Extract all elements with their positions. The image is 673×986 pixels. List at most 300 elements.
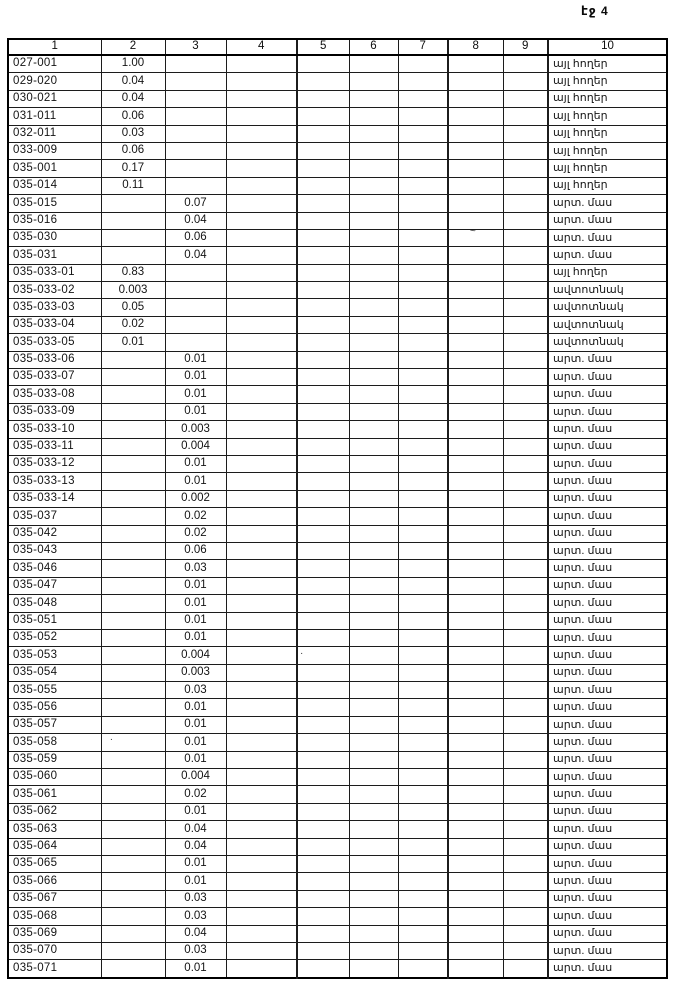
table-row xyxy=(8,108,667,125)
value-col3-cell: 0.02 xyxy=(165,786,226,803)
category-label-cell: արտ. մաս xyxy=(548,612,667,629)
parcel-code-cell: 035-014 xyxy=(8,177,101,194)
value-col3-cell: 0.01 xyxy=(165,873,226,890)
value-col2-cell xyxy=(101,421,165,438)
empty-cell xyxy=(297,73,349,90)
empty-cell xyxy=(226,229,297,246)
empty-cell xyxy=(398,334,448,351)
empty-cell xyxy=(503,908,548,925)
category-label-cell: այլ հողեր xyxy=(548,73,667,90)
column-header-1: 1 xyxy=(8,39,101,55)
table-row xyxy=(8,682,667,699)
empty-cell xyxy=(448,838,503,855)
empty-cell xyxy=(448,73,503,90)
empty-cell xyxy=(349,351,398,368)
value-col3-cell: 0.01 xyxy=(165,855,226,872)
empty-cell xyxy=(226,960,297,978)
empty-cell xyxy=(503,664,548,681)
table-row xyxy=(8,421,667,438)
empty-cell xyxy=(448,421,503,438)
empty-cell xyxy=(297,838,349,855)
category-label-cell: արտ. մաս xyxy=(548,925,667,942)
value-col2-cell xyxy=(101,403,165,420)
empty-cell xyxy=(349,890,398,907)
table-row xyxy=(8,403,667,420)
empty-cell xyxy=(226,438,297,455)
empty-cell xyxy=(503,751,548,768)
parcel-code-cell: 035-071 xyxy=(8,960,101,978)
empty-cell xyxy=(349,473,398,490)
empty-cell xyxy=(398,542,448,559)
empty-cell xyxy=(297,525,349,542)
empty-cell xyxy=(349,125,398,142)
value-col2-cell xyxy=(101,438,165,455)
parcel-code-cell: 035-033-04 xyxy=(8,316,101,333)
empty-cell xyxy=(349,403,398,420)
category-label-cell: արտ. մաս xyxy=(548,247,667,264)
empty-cell xyxy=(503,334,548,351)
category-label-cell: արտ. մաս xyxy=(548,821,667,838)
empty-cell xyxy=(503,873,548,890)
empty-cell xyxy=(226,55,297,73)
value-col3-cell: 0.01 xyxy=(165,803,226,820)
empty-cell xyxy=(398,664,448,681)
empty-cell xyxy=(398,73,448,90)
empty-cell xyxy=(297,786,349,803)
table-row xyxy=(8,769,667,786)
empty-cell xyxy=(398,925,448,942)
empty-cell xyxy=(226,560,297,577)
value-col2-cell xyxy=(101,212,165,229)
category-label-cell: արտ. մաս xyxy=(548,647,667,664)
empty-cell xyxy=(398,803,448,820)
empty-cell xyxy=(448,769,503,786)
empty-cell xyxy=(448,212,503,229)
parcel-code-cell: 030-021 xyxy=(8,90,101,107)
table-row xyxy=(8,229,667,246)
empty-cell xyxy=(398,212,448,229)
empty-cell xyxy=(226,855,297,872)
value-col3-cell xyxy=(165,90,226,107)
parcel-code-cell: 029-020 xyxy=(8,73,101,90)
empty-cell xyxy=(297,577,349,594)
value-col3-cell: 0.03 xyxy=(165,890,226,907)
empty-cell xyxy=(297,455,349,472)
empty-cell xyxy=(503,855,548,872)
empty-cell xyxy=(297,90,349,107)
category-label-cell: արտ. մաս xyxy=(548,786,667,803)
table-row xyxy=(8,299,667,316)
empty-cell xyxy=(349,438,398,455)
parcel-code-cell: 035-042 xyxy=(8,525,101,542)
empty-cell xyxy=(349,264,398,281)
empty-cell xyxy=(297,403,349,420)
empty-cell xyxy=(226,803,297,820)
parcel-code-cell: 035-059 xyxy=(8,751,101,768)
empty-cell xyxy=(503,403,548,420)
empty-cell xyxy=(503,595,548,612)
empty-cell xyxy=(448,699,503,716)
parcel-code-cell: 035-055 xyxy=(8,682,101,699)
empty-cell xyxy=(297,212,349,229)
value-col2-cell xyxy=(101,682,165,699)
empty-cell xyxy=(448,595,503,612)
parcel-code-cell: 035-058 xyxy=(8,734,101,751)
value-col3-cell: 0.04 xyxy=(165,838,226,855)
value-col2-cell: 0.05 xyxy=(101,299,165,316)
category-label-cell: ավտոտնակ xyxy=(548,282,667,299)
empty-cell xyxy=(226,629,297,646)
value-col2-cell xyxy=(101,247,165,264)
empty-cell xyxy=(297,908,349,925)
value-col2-cell xyxy=(101,369,165,386)
category-label-cell: արտ. մաս xyxy=(548,369,667,386)
empty-cell xyxy=(349,212,398,229)
column-header-2: 2 xyxy=(101,39,165,55)
empty-cell xyxy=(398,508,448,525)
value-col2-cell xyxy=(101,960,165,978)
table-header xyxy=(8,39,667,55)
category-label-cell: այլ հողեր xyxy=(548,90,667,107)
empty-cell xyxy=(398,247,448,264)
value-col2-cell xyxy=(101,873,165,890)
empty-cell xyxy=(398,838,448,855)
empty-cell xyxy=(226,890,297,907)
empty-cell xyxy=(448,108,503,125)
empty-cell xyxy=(349,177,398,194)
value-col2-cell: 0.01 xyxy=(101,334,165,351)
table-row xyxy=(8,751,667,768)
empty-cell xyxy=(226,612,297,629)
empty-cell xyxy=(503,386,548,403)
empty-cell xyxy=(503,247,548,264)
value-col2-cell xyxy=(101,542,165,559)
parcel-code-cell: 035-056 xyxy=(8,699,101,716)
table-row xyxy=(8,369,667,386)
table-row xyxy=(8,838,667,855)
empty-cell xyxy=(398,316,448,333)
empty-cell xyxy=(297,751,349,768)
empty-cell xyxy=(226,299,297,316)
empty-cell xyxy=(226,90,297,107)
empty-cell xyxy=(349,316,398,333)
value-col2-cell: 0.04 xyxy=(101,73,165,90)
empty-cell xyxy=(349,195,398,212)
empty-cell xyxy=(503,612,548,629)
empty-cell xyxy=(448,908,503,925)
empty-cell xyxy=(448,508,503,525)
empty-cell xyxy=(398,908,448,925)
value-col2-cell: 0.06 xyxy=(101,108,165,125)
category-label-cell: արտ. մաս xyxy=(548,960,667,978)
empty-cell xyxy=(503,542,548,559)
empty-cell xyxy=(297,334,349,351)
value-col3-cell: 0.003 xyxy=(165,421,226,438)
value-col3-cell: 0.004 xyxy=(165,647,226,664)
empty-cell xyxy=(226,769,297,786)
value-col3-cell: 0.004 xyxy=(165,769,226,786)
parcel-code-cell: 035-065 xyxy=(8,855,101,872)
empty-cell xyxy=(503,647,548,664)
empty-cell xyxy=(349,247,398,264)
empty-cell xyxy=(349,160,398,177)
empty-cell xyxy=(349,821,398,838)
value-col3-cell: 0.01 xyxy=(165,369,226,386)
value-col3-cell: 0.01 xyxy=(165,734,226,751)
value-col3-cell: 0.01 xyxy=(165,716,226,733)
empty-cell xyxy=(349,908,398,925)
table-row xyxy=(8,699,667,716)
empty-cell xyxy=(398,55,448,73)
empty-cell xyxy=(226,873,297,890)
empty-cell xyxy=(503,716,548,733)
table-row xyxy=(8,316,667,333)
empty-cell xyxy=(226,699,297,716)
value-col2-cell: 0.11 xyxy=(101,177,165,194)
empty-cell xyxy=(349,90,398,107)
empty-cell xyxy=(448,525,503,542)
table-row xyxy=(8,908,667,925)
empty-cell xyxy=(297,595,349,612)
empty-cell xyxy=(398,942,448,959)
parcel-code-cell: 035-066 xyxy=(8,873,101,890)
category-label-cell: արտ. մաս xyxy=(548,716,667,733)
value-col2-cell xyxy=(101,490,165,507)
parcel-code-cell: 035-060 xyxy=(8,769,101,786)
empty-cell xyxy=(349,734,398,751)
parcel-code-cell: 035-033-01 xyxy=(8,264,101,281)
empty-cell xyxy=(503,142,548,159)
empty-cell xyxy=(297,960,349,978)
value-col2-cell xyxy=(101,577,165,594)
parcel-code-cell: 035-033-06 xyxy=(8,351,101,368)
empty-cell xyxy=(349,612,398,629)
empty-cell xyxy=(503,90,548,107)
parcel-code-cell: 035-033-05 xyxy=(8,334,101,351)
empty-cell xyxy=(448,890,503,907)
empty-cell xyxy=(226,455,297,472)
empty-cell xyxy=(448,299,503,316)
empty-cell xyxy=(448,90,503,107)
parcel-code-cell: 035-064 xyxy=(8,838,101,855)
empty-cell xyxy=(398,647,448,664)
empty-cell xyxy=(297,873,349,890)
empty-cell xyxy=(448,490,503,507)
category-label-cell: ավտոտնակ xyxy=(548,334,667,351)
empty-cell xyxy=(503,803,548,820)
empty-cell xyxy=(349,786,398,803)
empty-cell xyxy=(297,821,349,838)
table-row xyxy=(8,647,667,664)
category-label-cell: արտ. մաս xyxy=(548,229,667,246)
empty-cell xyxy=(398,264,448,281)
empty-cell xyxy=(448,942,503,959)
empty-cell xyxy=(349,229,398,246)
empty-cell xyxy=(226,908,297,925)
parcel-code-cell: 035-053 xyxy=(8,647,101,664)
empty-cell xyxy=(503,421,548,438)
empty-cell xyxy=(398,351,448,368)
category-label-cell: արտ. մաս xyxy=(548,942,667,959)
empty-cell xyxy=(226,108,297,125)
empty-cell xyxy=(398,177,448,194)
empty-cell xyxy=(503,629,548,646)
category-label-cell: արտ. մաս xyxy=(548,769,667,786)
empty-cell xyxy=(349,369,398,386)
value-col2-cell xyxy=(101,386,165,403)
table-row xyxy=(8,73,667,90)
empty-cell xyxy=(349,108,398,125)
empty-cell xyxy=(349,664,398,681)
empty-cell xyxy=(226,734,297,751)
category-label-cell: արտ. մաս xyxy=(548,438,667,455)
category-label-cell: արտ. մաս xyxy=(548,855,667,872)
empty-cell xyxy=(297,508,349,525)
parcel-code-cell: 035-051 xyxy=(8,612,101,629)
empty-cell xyxy=(297,769,349,786)
column-header-3: 3 xyxy=(165,39,226,55)
empty-cell xyxy=(398,369,448,386)
table-row xyxy=(8,142,667,159)
parcel-code-cell: 035-033-10 xyxy=(8,421,101,438)
empty-cell xyxy=(503,351,548,368)
value-col2-cell xyxy=(101,803,165,820)
parcel-code-cell: 035-015 xyxy=(8,195,101,212)
parcel-code-cell: 027-001 xyxy=(8,55,101,73)
empty-cell xyxy=(226,508,297,525)
empty-cell xyxy=(226,282,297,299)
empty-cell xyxy=(226,647,297,664)
table-row xyxy=(8,786,667,803)
empty-cell xyxy=(503,560,548,577)
table-row xyxy=(8,455,667,472)
empty-cell xyxy=(297,299,349,316)
empty-cell xyxy=(398,873,448,890)
value-col3-cell: 0.01 xyxy=(165,577,226,594)
category-label-cell: այլ հողեր xyxy=(548,177,667,194)
category-label-cell: արտ. մաս xyxy=(548,455,667,472)
empty-cell xyxy=(349,282,398,299)
parcel-code-cell: 035-067 xyxy=(8,890,101,907)
parcel-code-cell: 035-046 xyxy=(8,560,101,577)
empty-cell xyxy=(297,803,349,820)
value-col3-cell: 0.01 xyxy=(165,386,226,403)
value-col2-cell xyxy=(101,229,165,246)
empty-cell xyxy=(297,942,349,959)
value-col2-cell xyxy=(101,751,165,768)
table-row xyxy=(8,873,667,890)
category-label-cell: արտ. մաս xyxy=(548,734,667,751)
empty-cell xyxy=(398,90,448,107)
value-col3-cell xyxy=(165,334,226,351)
value-col3-cell: 0.02 xyxy=(165,525,226,542)
empty-cell xyxy=(398,612,448,629)
parcel-code-cell: 035-033-08 xyxy=(8,386,101,403)
empty-cell xyxy=(349,560,398,577)
empty-cell xyxy=(398,403,448,420)
value-col3-cell: 0.03 xyxy=(165,908,226,925)
empty-cell xyxy=(226,542,297,559)
value-col2-cell xyxy=(101,647,165,664)
empty-cell xyxy=(297,890,349,907)
table-row xyxy=(8,734,667,751)
empty-cell xyxy=(297,438,349,455)
empty-cell xyxy=(297,699,349,716)
empty-cell xyxy=(349,542,398,559)
category-label-cell: արտ. մաս xyxy=(548,595,667,612)
value-col3-cell: 0.01 xyxy=(165,595,226,612)
table-row xyxy=(8,960,667,978)
value-col3-cell: 0.04 xyxy=(165,925,226,942)
empty-cell xyxy=(349,716,398,733)
category-label-cell: արտ. մաս xyxy=(548,629,667,646)
empty-cell xyxy=(398,386,448,403)
empty-cell xyxy=(503,108,548,125)
empty-cell xyxy=(448,925,503,942)
empty-cell xyxy=(297,229,349,246)
value-col3-cell xyxy=(165,177,226,194)
table-row xyxy=(8,890,667,907)
page-number: էջ 4 xyxy=(581,4,609,18)
column-header-6: 6 xyxy=(349,39,398,55)
category-label-cell: արտ. մաս xyxy=(548,212,667,229)
empty-cell xyxy=(503,960,548,978)
empty-cell xyxy=(349,751,398,768)
empty-cell xyxy=(398,229,448,246)
empty-cell xyxy=(297,55,349,73)
empty-cell xyxy=(398,299,448,316)
empty-cell xyxy=(349,769,398,786)
table-row xyxy=(8,612,667,629)
empty-cell xyxy=(503,577,548,594)
empty-cell xyxy=(297,716,349,733)
empty-cell xyxy=(349,647,398,664)
empty-cell xyxy=(349,299,398,316)
empty-cell xyxy=(297,142,349,159)
empty-cell xyxy=(349,421,398,438)
table-row xyxy=(8,386,667,403)
empty-cell xyxy=(448,751,503,768)
value-col2-cell xyxy=(101,664,165,681)
value-col3-cell: 0.01 xyxy=(165,960,226,978)
empty-cell xyxy=(448,177,503,194)
empty-cell xyxy=(448,455,503,472)
table-row xyxy=(8,560,667,577)
scan-noise-mark: ~ xyxy=(470,226,476,237)
value-col2-cell xyxy=(101,351,165,368)
value-col2-cell xyxy=(101,560,165,577)
category-label-cell: այլ հողեր xyxy=(548,55,667,73)
empty-cell xyxy=(398,769,448,786)
empty-cell xyxy=(297,316,349,333)
table-row xyxy=(8,334,667,351)
empty-cell xyxy=(503,942,548,959)
category-label-cell: արտ. մաս xyxy=(548,351,667,368)
header-row xyxy=(8,39,667,55)
value-col2-cell xyxy=(101,942,165,959)
empty-cell xyxy=(448,264,503,281)
table-row xyxy=(8,473,667,490)
parcel-code-cell: 035-033-12 xyxy=(8,455,101,472)
parcel-code-cell: 035-037 xyxy=(8,508,101,525)
empty-cell xyxy=(398,855,448,872)
empty-cell xyxy=(349,942,398,959)
empty-cell xyxy=(226,838,297,855)
empty-cell xyxy=(448,612,503,629)
value-col2-cell xyxy=(101,925,165,942)
empty-cell xyxy=(503,473,548,490)
empty-cell xyxy=(503,282,548,299)
